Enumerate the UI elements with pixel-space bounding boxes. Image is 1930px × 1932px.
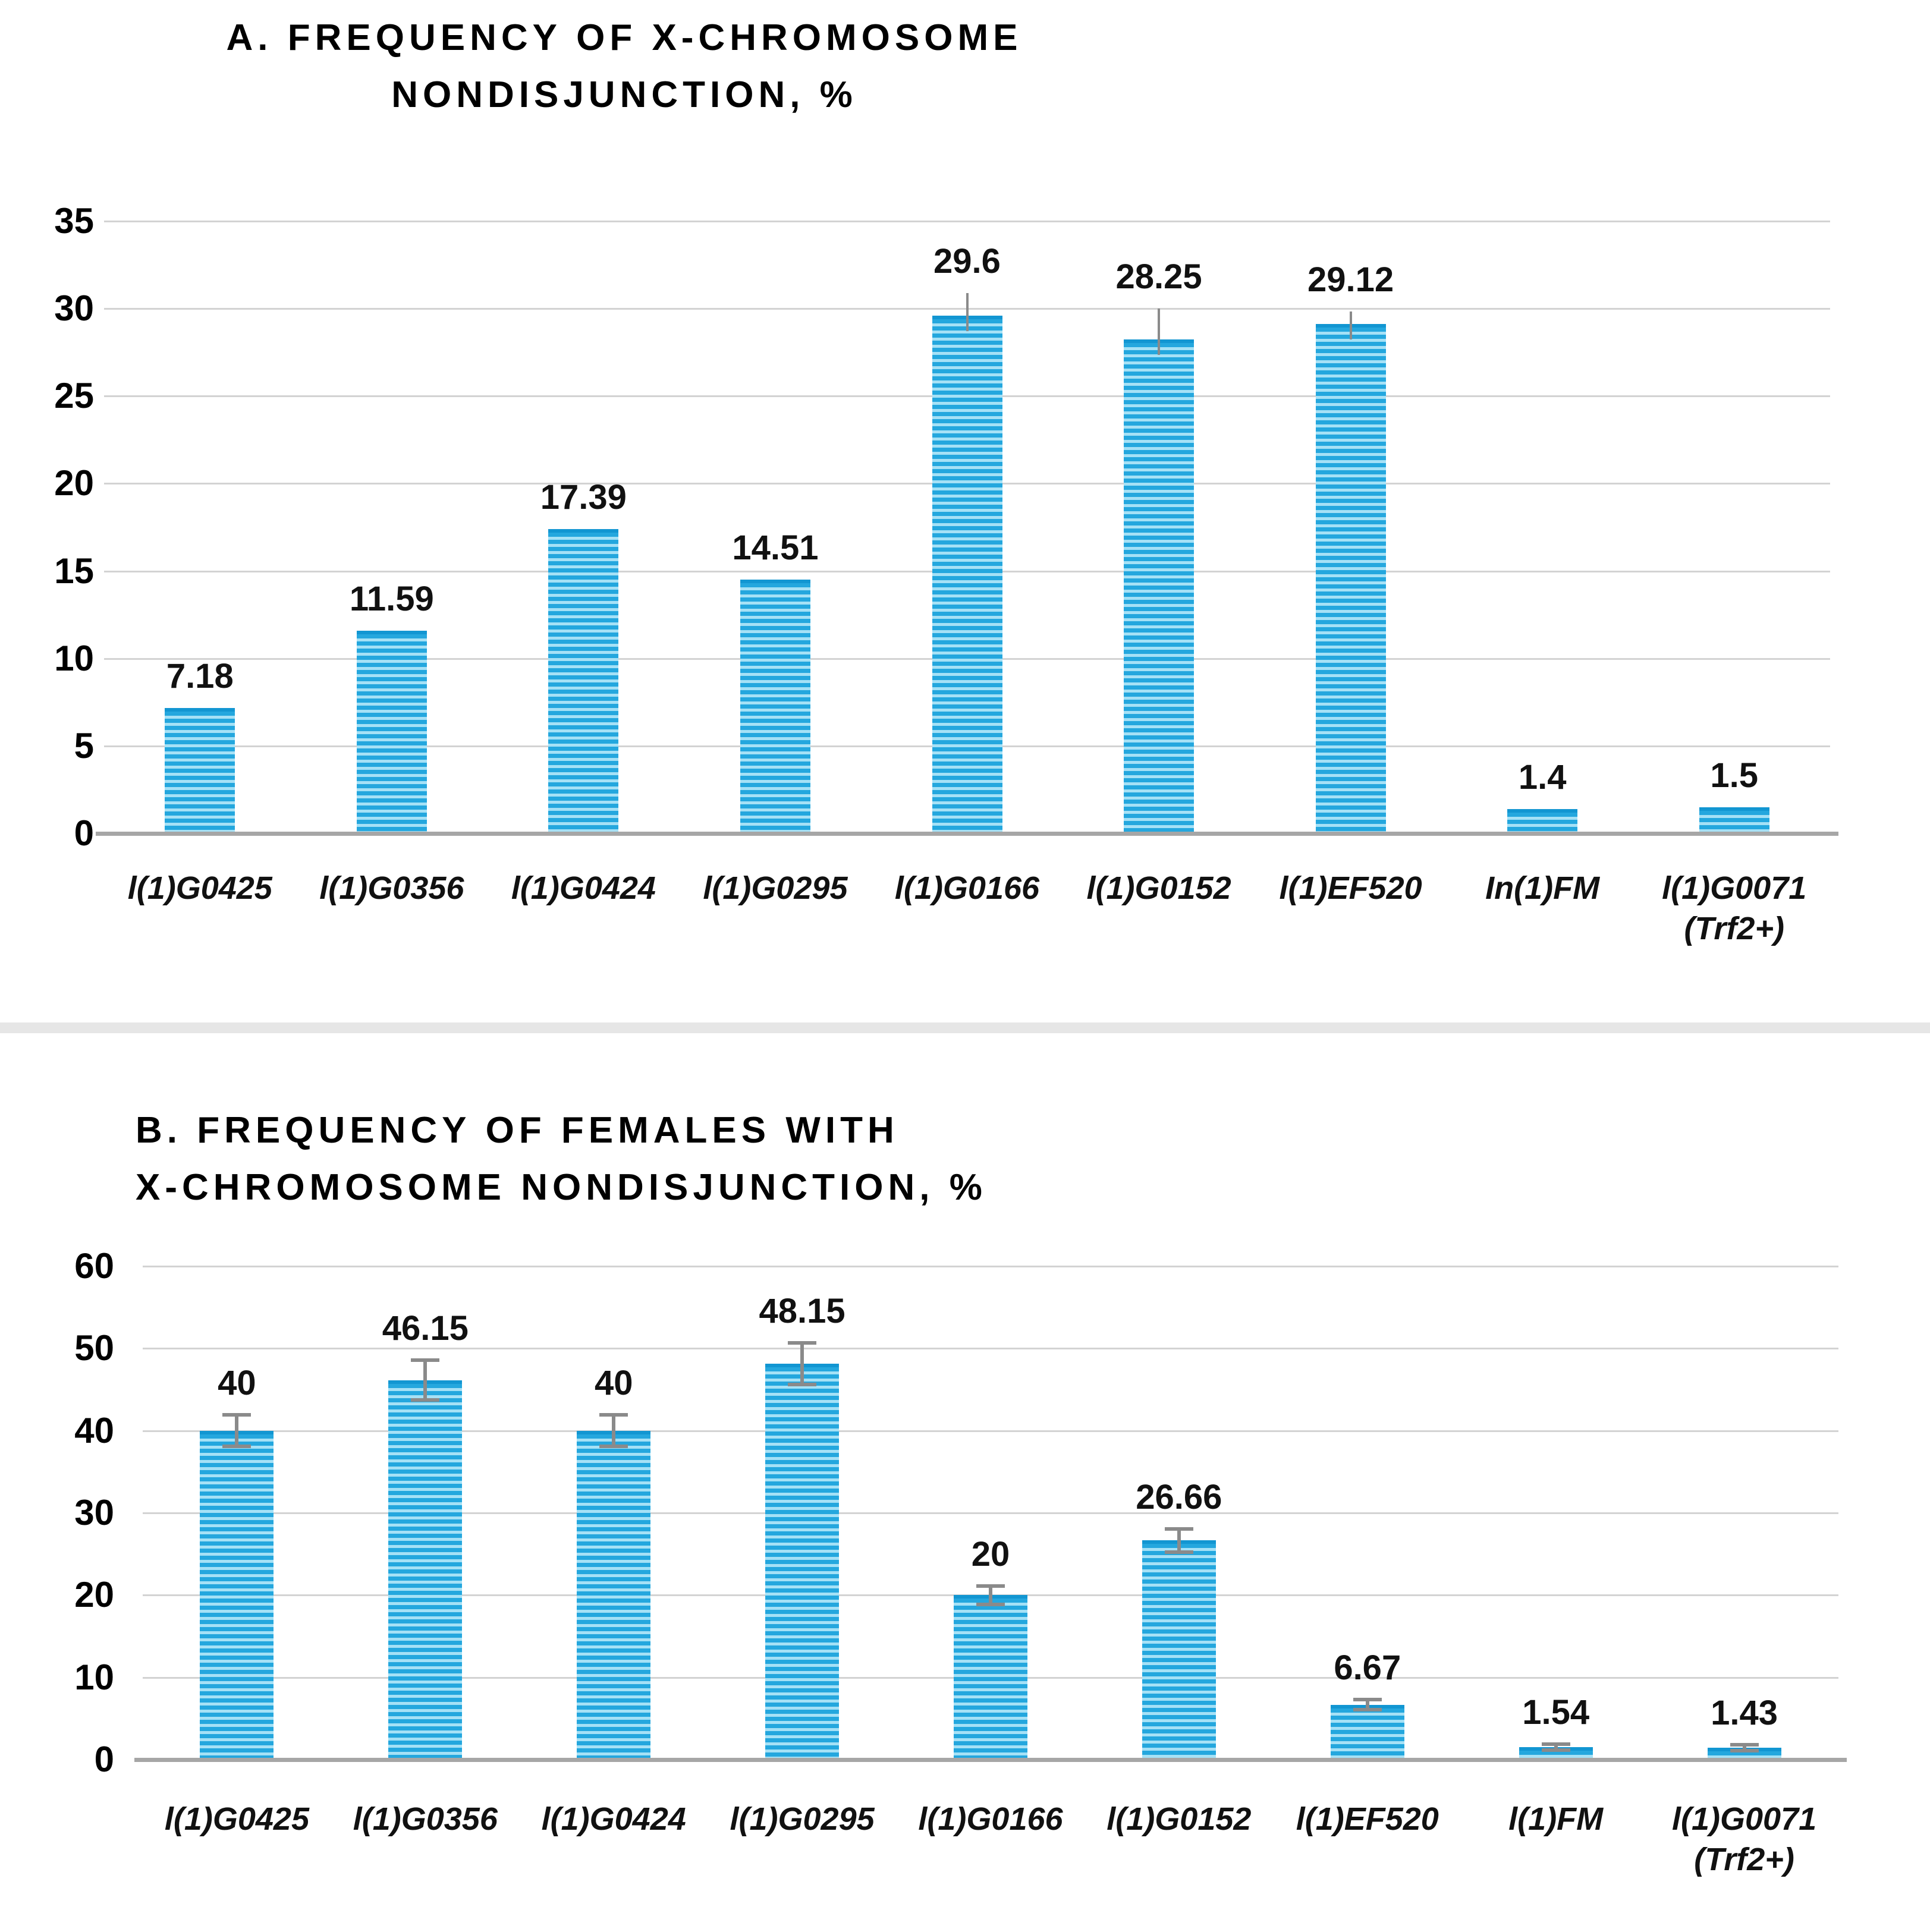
- error-bar: [1350, 311, 1352, 339]
- value-label: 6.67: [1334, 1648, 1401, 1688]
- bar: [1316, 324, 1386, 833]
- chart-a-title-line1: A. FREQUENCY OF X-CHROMOSOME: [226, 17, 1023, 58]
- category-label: l(1)G0425: [164, 1801, 309, 1837]
- bar: [577, 1431, 650, 1760]
- y-axis-tick-label: 25: [54, 376, 94, 416]
- value-label: 28.25: [1115, 257, 1202, 297]
- category-label: l(1)G0071: [1662, 870, 1807, 906]
- y-axis-tick-label: 35: [54, 201, 94, 241]
- error-bar: [989, 1586, 992, 1604]
- bar: [388, 1380, 462, 1760]
- error-bar-cap: [222, 1413, 251, 1417]
- error-bar-cap: [788, 1383, 816, 1386]
- error-bar-cap: [1730, 1749, 1759, 1752]
- error-bar: [800, 1343, 804, 1384]
- gridline: [104, 221, 1830, 222]
- category-label: l(1)G0425: [127, 870, 272, 906]
- value-label: 14.51: [732, 528, 819, 567]
- bar: [1331, 1705, 1404, 1760]
- error-bar-cap: [1730, 1743, 1759, 1747]
- y-axis-tick-label: 10: [54, 638, 94, 678]
- value-label: 17.39: [540, 478, 627, 517]
- x-axis-line: [134, 1758, 1847, 1762]
- y-axis-tick-label: 30: [54, 288, 94, 329]
- y-axis-tick-label: 40: [74, 1410, 114, 1450]
- error-bar-cap: [411, 1358, 439, 1362]
- value-label: 29.12: [1307, 260, 1394, 300]
- value-label: 46.15: [382, 1309, 469, 1348]
- category-label: l(1)G0356: [353, 1801, 498, 1837]
- bar: [357, 631, 427, 833]
- error-bar-cap: [788, 1341, 816, 1345]
- y-axis-tick-label: 10: [74, 1657, 114, 1697]
- y-axis-tick-label: 0: [94, 1739, 114, 1779]
- category-label: l(1)G0356: [319, 870, 464, 906]
- value-label: 29.6: [933, 241, 1001, 281]
- value-label: 1.5: [1710, 756, 1759, 795]
- gridline: [143, 1266, 1838, 1267]
- value-label: 11.59: [349, 579, 434, 618]
- category-label: l(1)G0295: [730, 1801, 875, 1837]
- value-label: 1.43: [1711, 1694, 1778, 1733]
- bar: [954, 1595, 1027, 1760]
- category-label: l(1)G0152: [1086, 870, 1231, 906]
- error-bar-cap: [976, 1584, 1005, 1588]
- error-bar-cap: [1353, 1708, 1382, 1711]
- y-axis-tick-label: 15: [54, 550, 94, 591]
- y-axis-tick-label: 5: [74, 725, 94, 766]
- category-label: (Trf2+): [1694, 1842, 1794, 1877]
- bar: [200, 1431, 274, 1760]
- error-bar-cap: [1165, 1550, 1193, 1554]
- error-bar: [612, 1415, 615, 1446]
- error-bar-cap: [599, 1445, 628, 1448]
- category-label: l(1)G0424: [541, 1801, 686, 1837]
- category-label: l(1)G0295: [703, 870, 848, 906]
- x-axis-line: [96, 832, 1838, 836]
- bar: [740, 580, 810, 833]
- value-label: 1.4: [1518, 757, 1567, 797]
- error-bar: [235, 1415, 238, 1446]
- y-axis-tick-label: 50: [74, 1328, 114, 1368]
- category-label: l(1)G0424: [511, 870, 656, 906]
- y-axis-tick-label: 60: [74, 1246, 114, 1286]
- bar: [932, 316, 1002, 833]
- category-label: l(1)G0166: [918, 1801, 1063, 1837]
- category-label: l(1)G0071: [1671, 1801, 1817, 1837]
- error-bar: [1177, 1529, 1181, 1552]
- category-label: l(1)G0152: [1107, 1801, 1252, 1837]
- bar: [165, 708, 235, 833]
- y-axis-tick-label: 30: [74, 1493, 114, 1533]
- error-bar-cap: [1542, 1748, 1570, 1752]
- error-bar-cap: [976, 1603, 1005, 1606]
- bar: [1142, 1540, 1216, 1760]
- value-label: 40: [218, 1364, 256, 1403]
- error-bar-cap: [599, 1413, 628, 1417]
- bar: [548, 529, 618, 833]
- category-label: l(1)G0166: [894, 870, 1040, 906]
- error-bar: [423, 1360, 427, 1399]
- y-axis-tick-label: 0: [74, 813, 94, 853]
- error-bar: [966, 293, 969, 331]
- bar: [1124, 339, 1194, 833]
- value-label: 40: [594, 1364, 633, 1403]
- category-label: l(1)FM: [1508, 1801, 1604, 1837]
- value-label: 7.18: [166, 656, 234, 696]
- chart-b-title-line1: B. FREQUENCY OF FEMALES WITH: [136, 1110, 899, 1151]
- error-bar-cap: [1542, 1742, 1570, 1746]
- bar: [1507, 809, 1577, 833]
- error-bar-cap: [1353, 1698, 1382, 1701]
- value-label: 48.15: [759, 1292, 845, 1331]
- error-bar-cap: [411, 1398, 439, 1402]
- value-label: 1.54: [1522, 1692, 1590, 1732]
- bar: [1699, 807, 1769, 833]
- chart-b-title-line2: X-CHROMOSOME NONDISJUNCTION, %: [136, 1167, 987, 1208]
- bar: [765, 1364, 839, 1760]
- category-label: l(1)EF520: [1279, 870, 1422, 906]
- category-label: l(1)EF520: [1296, 1801, 1439, 1837]
- category-label: In(1)FM: [1485, 870, 1600, 906]
- error-bar-cap: [222, 1445, 251, 1448]
- chart-a-title-line2: NONDISJUNCTION, %: [391, 74, 857, 115]
- value-label: 20: [971, 1535, 1010, 1574]
- error-bar: [1158, 309, 1160, 355]
- y-axis-tick-label: 20: [54, 463, 94, 504]
- category-label: (Trf2+): [1684, 911, 1784, 946]
- value-label: 26.66: [1136, 1477, 1222, 1516]
- error-bar-cap: [1165, 1527, 1193, 1531]
- y-axis-tick-label: 20: [74, 1575, 114, 1615]
